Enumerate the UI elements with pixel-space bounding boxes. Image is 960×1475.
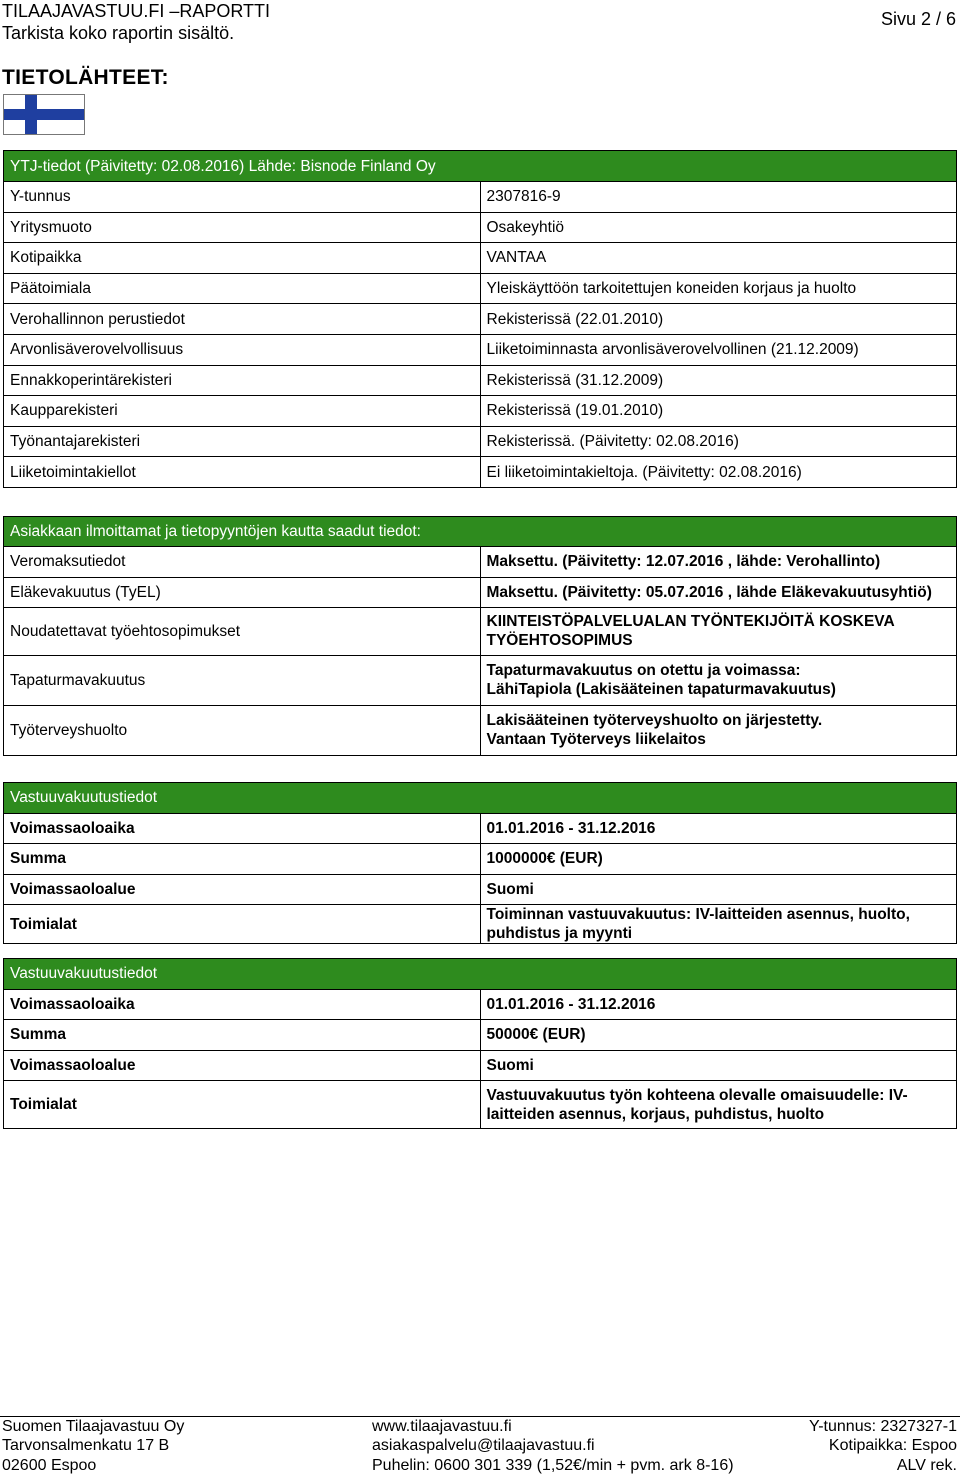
row-value: VANTAA [480,243,957,274]
page-number: Sivu 2 / 6 [880,9,956,29]
row-label: Y-tunnus [4,182,481,213]
table-row [4,577,957,607]
footer-line: Puhelin: 0600 301 339 (1,52€/min + pvm. ark 8-16) [372,1456,734,1474]
page-footer [0,1416,960,1474]
table-row [4,607,957,655]
row-label: Summa [4,844,481,875]
footer-registration [809,1417,957,1475]
row-label: Ennakkoperintärekisteri [4,365,481,396]
table-row [4,1020,957,1051]
row-label: Noudatettavat työehtosopimukset [4,607,481,655]
row-label: Kaupparekisteri [4,396,481,427]
footer-line: Y-tunnus: 2327327-1 [809,1418,957,1435]
row-label: Tapaturmavakuutus [4,655,481,705]
footer-email-link[interactable]: asiakaspalvelu@tilaajavastuu.fi [372,1437,595,1455]
row-value: Suomi [480,1050,957,1081]
row-label: Voimassaoloaika [4,989,481,1020]
ytj-table [3,150,957,488]
table-row [4,426,957,457]
table-row [4,182,957,213]
row-label: Työnantajarekisteri [4,426,481,457]
table-row [4,1081,957,1129]
row-value: 50000€ (EUR) [480,1020,957,1051]
ytj-heading: YTJ-tiedot (Päivitetty: 02.08.2016) Lähde: Bisnode Finland Oy [4,151,957,182]
row-value: 1000000€ (EUR) [480,844,957,875]
row-label: Päätoimiala [4,273,481,304]
value-line: LähiTapiola (Lakisääteinen tapaturmavakuutus) [486,681,836,699]
row-value: Vastuuvakuutus työn kohteena olevalle omaisuudelle: IV-laitteiden asennus, korjaus, puhdistus, huolto [480,1081,957,1129]
table-row [4,989,957,1020]
row-value: Rekisterissä. (Päivitetty: 02.08.2016) [480,426,957,457]
finland-flag-icon [3,94,85,135]
row-value: Yleiskäyttöön tarkoitettujen koneiden korjaus ja huolto [480,273,957,304]
table-row [4,655,957,705]
table-row [4,1050,957,1081]
footer-line: ALV rek. [896,1456,957,1474]
footer-line: 02600 Espoo [2,1456,97,1474]
liability-heading: Vastuuvakuutustiedot [4,959,957,990]
table-row [4,547,957,577]
row-value: Rekisterissä (31.12.2009) [480,365,957,396]
table-row [4,334,957,365]
row-value: Maksettu. (Päivitetty: 05.07.2016 , lähde Eläkevakuutusyhtiö) [480,577,957,607]
table-row [4,212,957,243]
table-row [4,813,957,844]
row-value: KIINTEISTÖPALVELUALAN TYÖNTEKIJÖITÄ KOSKEVA TYÖEHTOSOPIMUS [480,607,957,655]
row-label: Veromaksutiedot [4,547,481,577]
liability-heading: Vastuuvakuutustiedot [4,783,957,814]
footer-company [2,1417,184,1475]
table-row [4,243,957,274]
value-line: Vantaan Työterveys liikelaitos [486,731,706,749]
row-value: Toiminnan vastuuvakuutus: IV-laitteiden asennus, huolto, puhdistus ja myynti [480,905,957,944]
row-label: Voimassaoloalue [4,1050,481,1081]
row-label: Verohallinnon perustiedot [4,304,481,335]
row-label: Toimialat [4,1081,481,1129]
row-label: Yritysmuoto [4,212,481,243]
table-row [4,457,957,488]
row-value: Rekisterissä (19.01.2010) [480,396,957,427]
report-subtitle: Tarkista koko raportin sisältö. [2,23,235,43]
footer-line: Tarvonsalmenkatu 17 B [2,1437,170,1455]
row-value: Maksettu. (Päivitetty: 12.07.2016 , lähde: Verohallinto) [480,547,957,577]
liability-insurance-table-2 [3,958,957,1129]
row-label: Voimassaoloaika [4,813,481,844]
footer-contact [372,1417,734,1475]
row-label: Toimialat [4,905,481,944]
row-value: 2307816-9 [480,182,957,213]
table-row [4,273,957,304]
row-value: Ei liiketoimintakieltoja. (Päivitetty: 02.08.2016) [480,457,957,488]
table-row [4,304,957,335]
row-value [480,655,957,705]
value-line: Lakisääteinen työterveyshuolto on järjestetty. [486,712,823,730]
row-label: Summa [4,1020,481,1051]
row-value: Liiketoiminnasta arvonlisäverovelvollinen (21.12.2009) [480,334,957,365]
row-label: Eläkevakuutus (TyEL) [4,577,481,607]
footer-line: Kotipaikka: Espoo [828,1437,957,1455]
liability-insurance-table-1 [3,782,957,944]
table-row [4,705,957,755]
row-label: Arvonlisäverovelvollisuus [4,334,481,365]
footer-website-link[interactable]: www.tilaajavastuu.fi [372,1418,512,1435]
report-title: TILAAJAVASTUU.FI –RAPORTTI [2,1,271,21]
row-value: 01.01.2016 - 31.12.2016 [480,813,957,844]
row-value: Rekisterissä (22.01.2010) [480,304,957,335]
footer-line: Suomen Tilaajavastuu Oy [2,1418,185,1435]
row-label: Kotipaikka [4,243,481,274]
row-value: 01.01.2016 - 31.12.2016 [480,989,957,1020]
row-value [480,705,957,755]
row-value: Suomi [480,874,957,905]
table-row [4,905,957,944]
table-row [4,844,957,875]
table-row [4,874,957,905]
row-label: Liiketoimintakiellot [4,457,481,488]
section-title: TIETOLÄHTEET: [2,66,169,89]
value-line: Tapaturmavakuutus on otettu ja voimassa: [486,662,801,680]
table-row [4,365,957,396]
report-header [2,0,270,44]
row-label: Voimassaoloalue [4,874,481,905]
customer-info-heading: Asiakkaan ilmoittamat ja tietopyyntöjen kautta saadut tiedot: [4,517,957,547]
table-row [4,396,957,427]
row-label: Työterveyshuolto [4,705,481,755]
customer-info-table [3,516,957,756]
row-value: Osakeyhtiö [480,212,957,243]
